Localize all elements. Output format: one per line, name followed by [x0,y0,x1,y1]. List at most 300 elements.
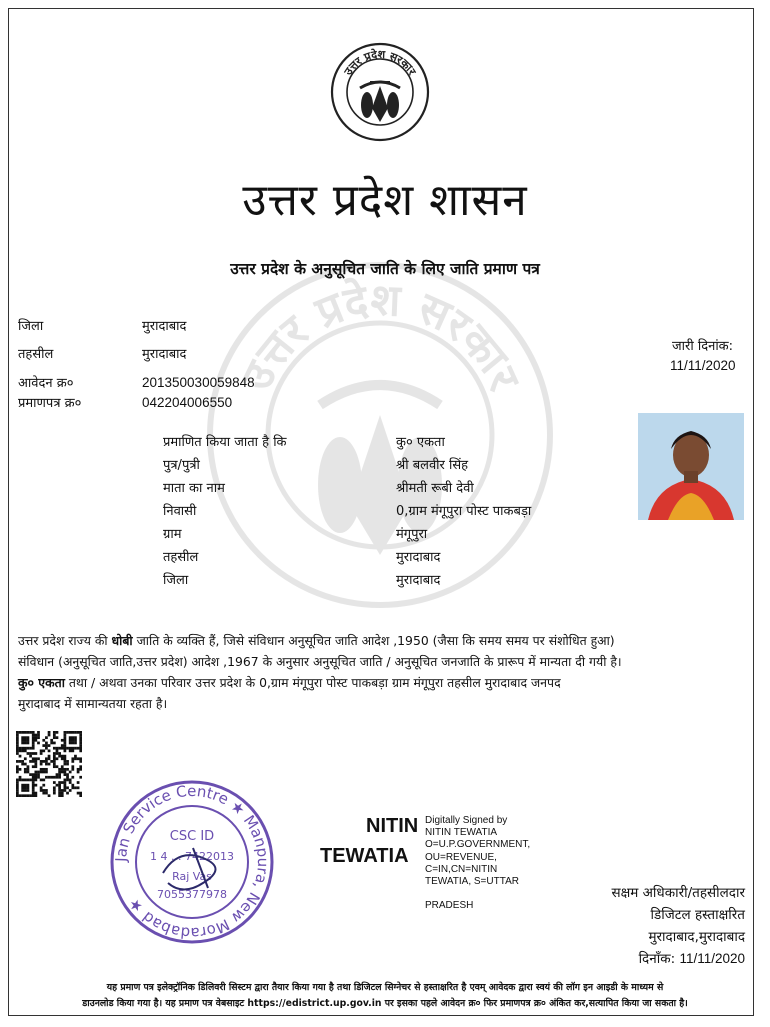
qr-module [24,747,27,750]
qr-module [16,784,19,787]
qr-module [61,739,64,742]
qr-module [66,776,69,779]
qr-module [53,747,56,750]
tehsil-value: मुरादाबाद [142,347,187,362]
qr-module [16,752,19,755]
qr-module [58,771,61,774]
qr-module [19,768,22,771]
qr-module [77,771,80,774]
certified-row-value: मुरादाबाद [396,573,441,588]
qr-module [58,792,61,795]
certified-row-value: कु० एकता [396,435,445,450]
qr-module [66,786,69,789]
qr-module [56,765,59,768]
qr-module [71,768,74,771]
qr-module [61,744,64,747]
qr-module [64,736,67,739]
qr-module [79,765,82,768]
digital-signature-line: C=IN,CN=NITIN [425,863,498,875]
qr-module [42,749,45,752]
qr-module [34,771,37,774]
emblem-ring-text: उत्तर प्रदेश सरकार [341,47,419,78]
qr-module [27,742,30,745]
digital-signature-line: TEWATIA, S=UTTAR [425,876,519,888]
body-line [18,672,753,693]
qr-module [50,742,53,745]
qr-module [21,747,24,750]
qr-module [32,786,35,789]
tehsil-label: तहसील [18,347,54,362]
qr-module [64,739,67,742]
qr-module [64,773,67,776]
qr-module [45,771,48,774]
qr-module [27,794,30,797]
qr-module [34,763,37,766]
qr-module [69,731,72,734]
qr-module [32,739,35,742]
certified-row-value: श्री बलवीर सिंह [396,458,469,473]
qr-module [42,768,45,771]
digital-signature-line: NITIN TEWATIA [425,827,498,839]
qr-module [21,742,24,745]
qr-module [16,736,19,739]
qr-module [71,747,74,750]
qr-module [16,734,19,737]
qr-module [58,776,61,779]
qr-module [32,765,35,768]
qr-module [29,747,32,750]
qr-module [24,749,27,752]
qr-module [29,779,32,782]
qr-module [32,779,35,782]
qr-module [69,779,72,782]
qr-module [34,773,37,776]
qr-module [71,786,74,789]
qr-module [42,792,45,795]
qr-module [21,739,24,742]
qr-module [58,786,61,789]
application-number-value: 201350030059848 [142,375,255,390]
digital-signature-line: OU=REVENUE, [425,851,497,863]
qr-module [24,768,27,771]
qr-module [48,757,51,760]
qr-module [50,760,53,763]
applicant-photo [638,413,744,520]
qr-module [53,755,56,758]
qr-module [64,757,67,760]
qr-module [64,734,67,737]
qr-module [58,773,61,776]
qr-module [64,781,67,784]
qr-module [45,757,48,760]
qr-module [19,749,22,752]
qr-module [71,736,74,739]
qr-code [16,731,82,797]
qr-module [64,760,67,763]
authority-designation: सक्षम अधिकारी/तहसीलदार [611,885,745,901]
district-label: जिला [18,319,44,334]
qr-module [58,768,61,771]
qr-module [32,742,35,745]
qr-module [64,768,67,771]
digital-signature-line: O=U.P.GOVERNMENT, [425,839,531,851]
stamp-ring-text: Jan Service Centre ★ Manpura, New Moradabad ★ [111,781,273,943]
qr-module [45,742,48,745]
qr-module [24,736,27,739]
qr-module [19,747,22,750]
qr-module [37,742,40,745]
qr-module [64,747,67,750]
qr-module [48,794,51,797]
stamp-csc-id: CSC ID [169,829,215,844]
authority-date-label: दिनाँक: [638,951,676,967]
qr-module [32,757,35,760]
qr-module [66,779,69,782]
qr-module [42,744,45,747]
qr-module [19,776,22,779]
qr-module [24,784,27,787]
stamp-id-number: 1 4 . . 7422013 [150,850,234,863]
qr-module [34,757,37,760]
qr-module [48,763,51,766]
qr-module [61,781,64,784]
qr-module [64,742,67,745]
qr-module [27,784,30,787]
qr-module [21,749,24,752]
qr-module [45,747,48,750]
qr-module [64,779,67,782]
qr-module [40,768,43,771]
qr-module [16,794,19,797]
csc-stamp [108,778,276,946]
qr-module [21,736,24,739]
qr-module [74,739,77,742]
qr-module [40,752,43,755]
qr-module [27,789,30,792]
qr-module [66,747,69,750]
qr-module [29,773,32,776]
qr-module [37,734,40,737]
qr-module [45,763,48,766]
qr-module [64,749,67,752]
qr-module [53,731,56,734]
qr-module [79,792,82,795]
qr-module [27,771,30,774]
signer-name-line2: TEWATIA [320,845,409,867]
authority-block [560,882,745,970]
qr-module [29,731,32,734]
qr-module [16,760,19,763]
qr-module [16,789,19,792]
qr-module [45,736,48,739]
certified-row-label: तहसील [163,550,199,565]
qr-module [48,734,51,737]
qr-module [45,776,48,779]
qr-module [77,731,80,734]
qr-module [79,760,82,763]
qr-module [32,776,35,779]
qr-module [32,752,35,755]
qr-module [32,747,35,750]
qr-module [64,771,67,774]
qr-module [24,789,27,792]
qr-module [40,760,43,763]
qr-module [79,757,82,760]
qr-module [19,760,22,763]
qr-module [40,786,43,789]
qr-module [56,776,59,779]
qr-module [24,779,27,782]
qr-module [79,776,82,779]
qr-module [71,765,74,768]
qr-module [40,779,43,782]
qr-module [27,747,30,750]
authority-date-value: 11/11/2020 [679,951,745,966]
qr-module [27,752,30,755]
qr-module [19,779,22,782]
qr-module [34,760,37,763]
qr-module [34,776,37,779]
qr-module [16,731,19,734]
qr-module [27,768,30,771]
qr-module [79,739,82,742]
qr-module [53,760,56,763]
qr-module [79,794,82,797]
signer-name-line1: NITIN [366,815,419,837]
qr-module [79,747,82,750]
body-line: मुरादाबाद में सामान्यतया रहता है। [18,696,168,711]
qr-module [40,749,43,752]
qr-module [74,747,77,750]
qr-module [27,731,30,734]
qr-module [45,744,48,747]
qr-module [58,755,61,758]
qr-module [19,755,22,758]
qr-module [77,768,80,771]
qr-module [66,763,69,766]
qr-module [34,739,37,742]
digital-signature-line: Digitally Signed by [425,815,508,826]
stamp-name: Raj Vas [172,870,212,883]
qr-module [16,739,19,742]
qr-module [71,784,74,787]
qr-module [79,731,82,734]
qr-module [16,747,19,750]
qr-module [21,779,24,782]
qr-module [61,765,64,768]
qr-module [53,742,56,745]
qr-module [37,736,40,739]
certified-row-label: ग्राम [163,527,182,542]
qr-module [74,731,77,734]
qr-module [45,768,48,771]
qr-module [42,789,45,792]
qr-module [53,734,56,737]
qr-module [27,786,30,789]
qr-module [66,731,69,734]
qr-module [66,760,69,763]
qr-module [71,757,74,760]
qr-module [53,763,56,766]
qr-module [34,794,37,797]
qr-module [77,792,80,795]
qr-module [66,792,69,795]
qr-module [21,760,24,763]
footer-line: यह प्रमाण पत्र इलेक्ट्रॉनिक डिलिवरी सिस्टम द्वारा तैयार किया गया है तथा डिजिटल सिग्नेचर से हस्ताक्षरित है एवम् आवेदक द्वारा स्वयं की लॉग इन आइडी के माध्यम से [106,982,664,993]
qr-module [77,757,80,760]
qr-module [40,771,43,774]
page-title: उत्तर प्रदेश शासन [242,175,528,226]
qr-module [53,757,56,760]
qr-module [56,784,59,787]
qr-module [71,776,74,779]
qr-module [24,794,27,797]
qr-module [53,786,56,789]
qr-module [77,747,80,750]
qr-module [27,736,30,739]
qr-module [64,789,67,792]
certified-row-label: माता का नाम [163,481,225,496]
qr-module [53,752,56,755]
qr-module [32,794,35,797]
qr-module [69,749,72,752]
qr-module [69,742,72,745]
qr-module [56,749,59,752]
qr-module [69,771,72,774]
certificate-number-value: 042204006550 [142,395,233,410]
qr-module [16,781,19,784]
certified-row-label: प्रमाणित किया जाता है कि [163,435,287,450]
qr-module [32,773,35,776]
qr-module [48,749,51,752]
qr-module [16,779,19,782]
certified-row-value: मुरादाबाद [396,550,441,565]
qr-module [32,789,35,792]
qr-module [16,749,19,752]
qr-module [16,786,19,789]
qr-module [29,794,32,797]
qr-module [27,739,30,742]
qr-module [74,786,77,789]
qr-module [24,739,27,742]
qr-module [53,792,56,795]
qr-module [32,731,35,734]
qr-module [71,760,74,763]
qr-module [71,749,74,752]
certificate-subtitle: उत्तर प्रदेश के अनुसूचित जाति के लिए जाति प्रमाण पत्र [230,260,540,278]
qr-module [34,765,37,768]
qr-module [48,731,51,734]
qr-module [74,757,77,760]
qr-module [32,734,35,737]
qr-module [37,771,40,774]
qr-module [58,781,61,784]
qr-module [61,792,64,795]
qr-module [56,731,59,734]
qr-module [45,792,48,795]
qr-module [37,757,40,760]
qr-module [34,734,37,737]
qr-module [69,736,72,739]
qr-module [34,736,37,739]
qr-module [79,749,82,752]
body-line: संविधान (अनुसूचित जाति,उत्तर प्रदेश) आदेश ,1967 के अनुसार अनुसूचित जाति / अनुसूचित जनजाति के प्रारूप में मान्यता दी गयी है। [18,654,622,669]
qr-module [74,755,77,758]
authority-date [560,948,745,970]
qr-module [27,779,30,782]
qr-module [21,786,24,789]
qr-module [61,789,64,792]
qr-module [53,776,56,779]
qr-module [32,736,35,739]
applicant-name: कु० एकता [18,675,65,690]
qr-module [32,792,35,795]
qr-module [56,736,59,739]
qr-module [21,794,24,797]
qr-module [61,771,64,774]
qr-module [79,736,82,739]
footer-note [0,980,770,1012]
qr-module [61,768,64,771]
qr-module [40,789,43,792]
qr-module [37,776,40,779]
qr-module [64,755,67,758]
qr-module [50,739,53,742]
qr-module [64,786,67,789]
qr-module [61,755,64,758]
qr-module [21,789,24,792]
qr-module [77,786,80,789]
qr-module [77,781,80,784]
certified-row-value: 0,ग्राम मंगूपुरा पोस्ट पाकबड़ा [396,504,532,519]
footer-line: डाउनलोड किया गया है। यह प्रमाण पत्र वेबसाइट https://edistrict.up.gov.in पर इसका पहले आवेदन क्र० फिर प्रमाणपत्र क्र० अंकित कर,सत्यापित किया जा सकता है। [82,998,688,1009]
qr-module [45,760,48,763]
body-text: जाति के व्यक्ति हैं, जिसे संविधान अनुसूचित जाति आदेश ,1950 (जैसा कि समय समय पर संशोधित हुआ) [132,633,615,648]
qr-module [58,794,61,797]
qr-module [64,763,67,766]
qr-module [16,742,19,745]
qr-module [32,744,35,747]
digital-signature-block [425,815,530,912]
qr-module [42,779,45,782]
qr-module [71,742,74,745]
caste-name: धोबी [111,633,133,648]
qr-module [79,768,82,771]
certified-row-label: जिला [163,573,189,588]
qr-module [29,760,32,763]
qr-module [24,763,27,766]
qr-module [34,779,37,782]
qr-module [40,763,43,766]
qr-module [53,765,56,768]
authority-location: मुरादाबाद,मुरादाबाद [648,929,745,945]
qr-module [64,731,67,734]
authority-digital-signed: डिजिटल हस्ताक्षरित [650,907,745,923]
certified-row-value: मंगूपुरा [396,527,428,542]
qr-module [19,731,22,734]
qr-module [61,794,64,797]
issue-date-label: जारी दिनांक: [672,339,734,354]
qr-module [19,794,22,797]
up-government-emblem [330,42,430,142]
certificate-body [18,630,753,714]
qr-module [29,755,32,758]
qr-module [16,792,19,795]
body-text: तथा / अथवा उनका परिवार उत्तर प्रदेश के 0,ग्राम मंगूपुरा पोस्ट पाकबड़ा ग्राम मंगूपुरा तहसील मुरादाबाद जनपद [64,675,561,690]
qr-module [32,760,35,763]
qr-module [71,739,74,742]
qr-module [24,771,27,774]
